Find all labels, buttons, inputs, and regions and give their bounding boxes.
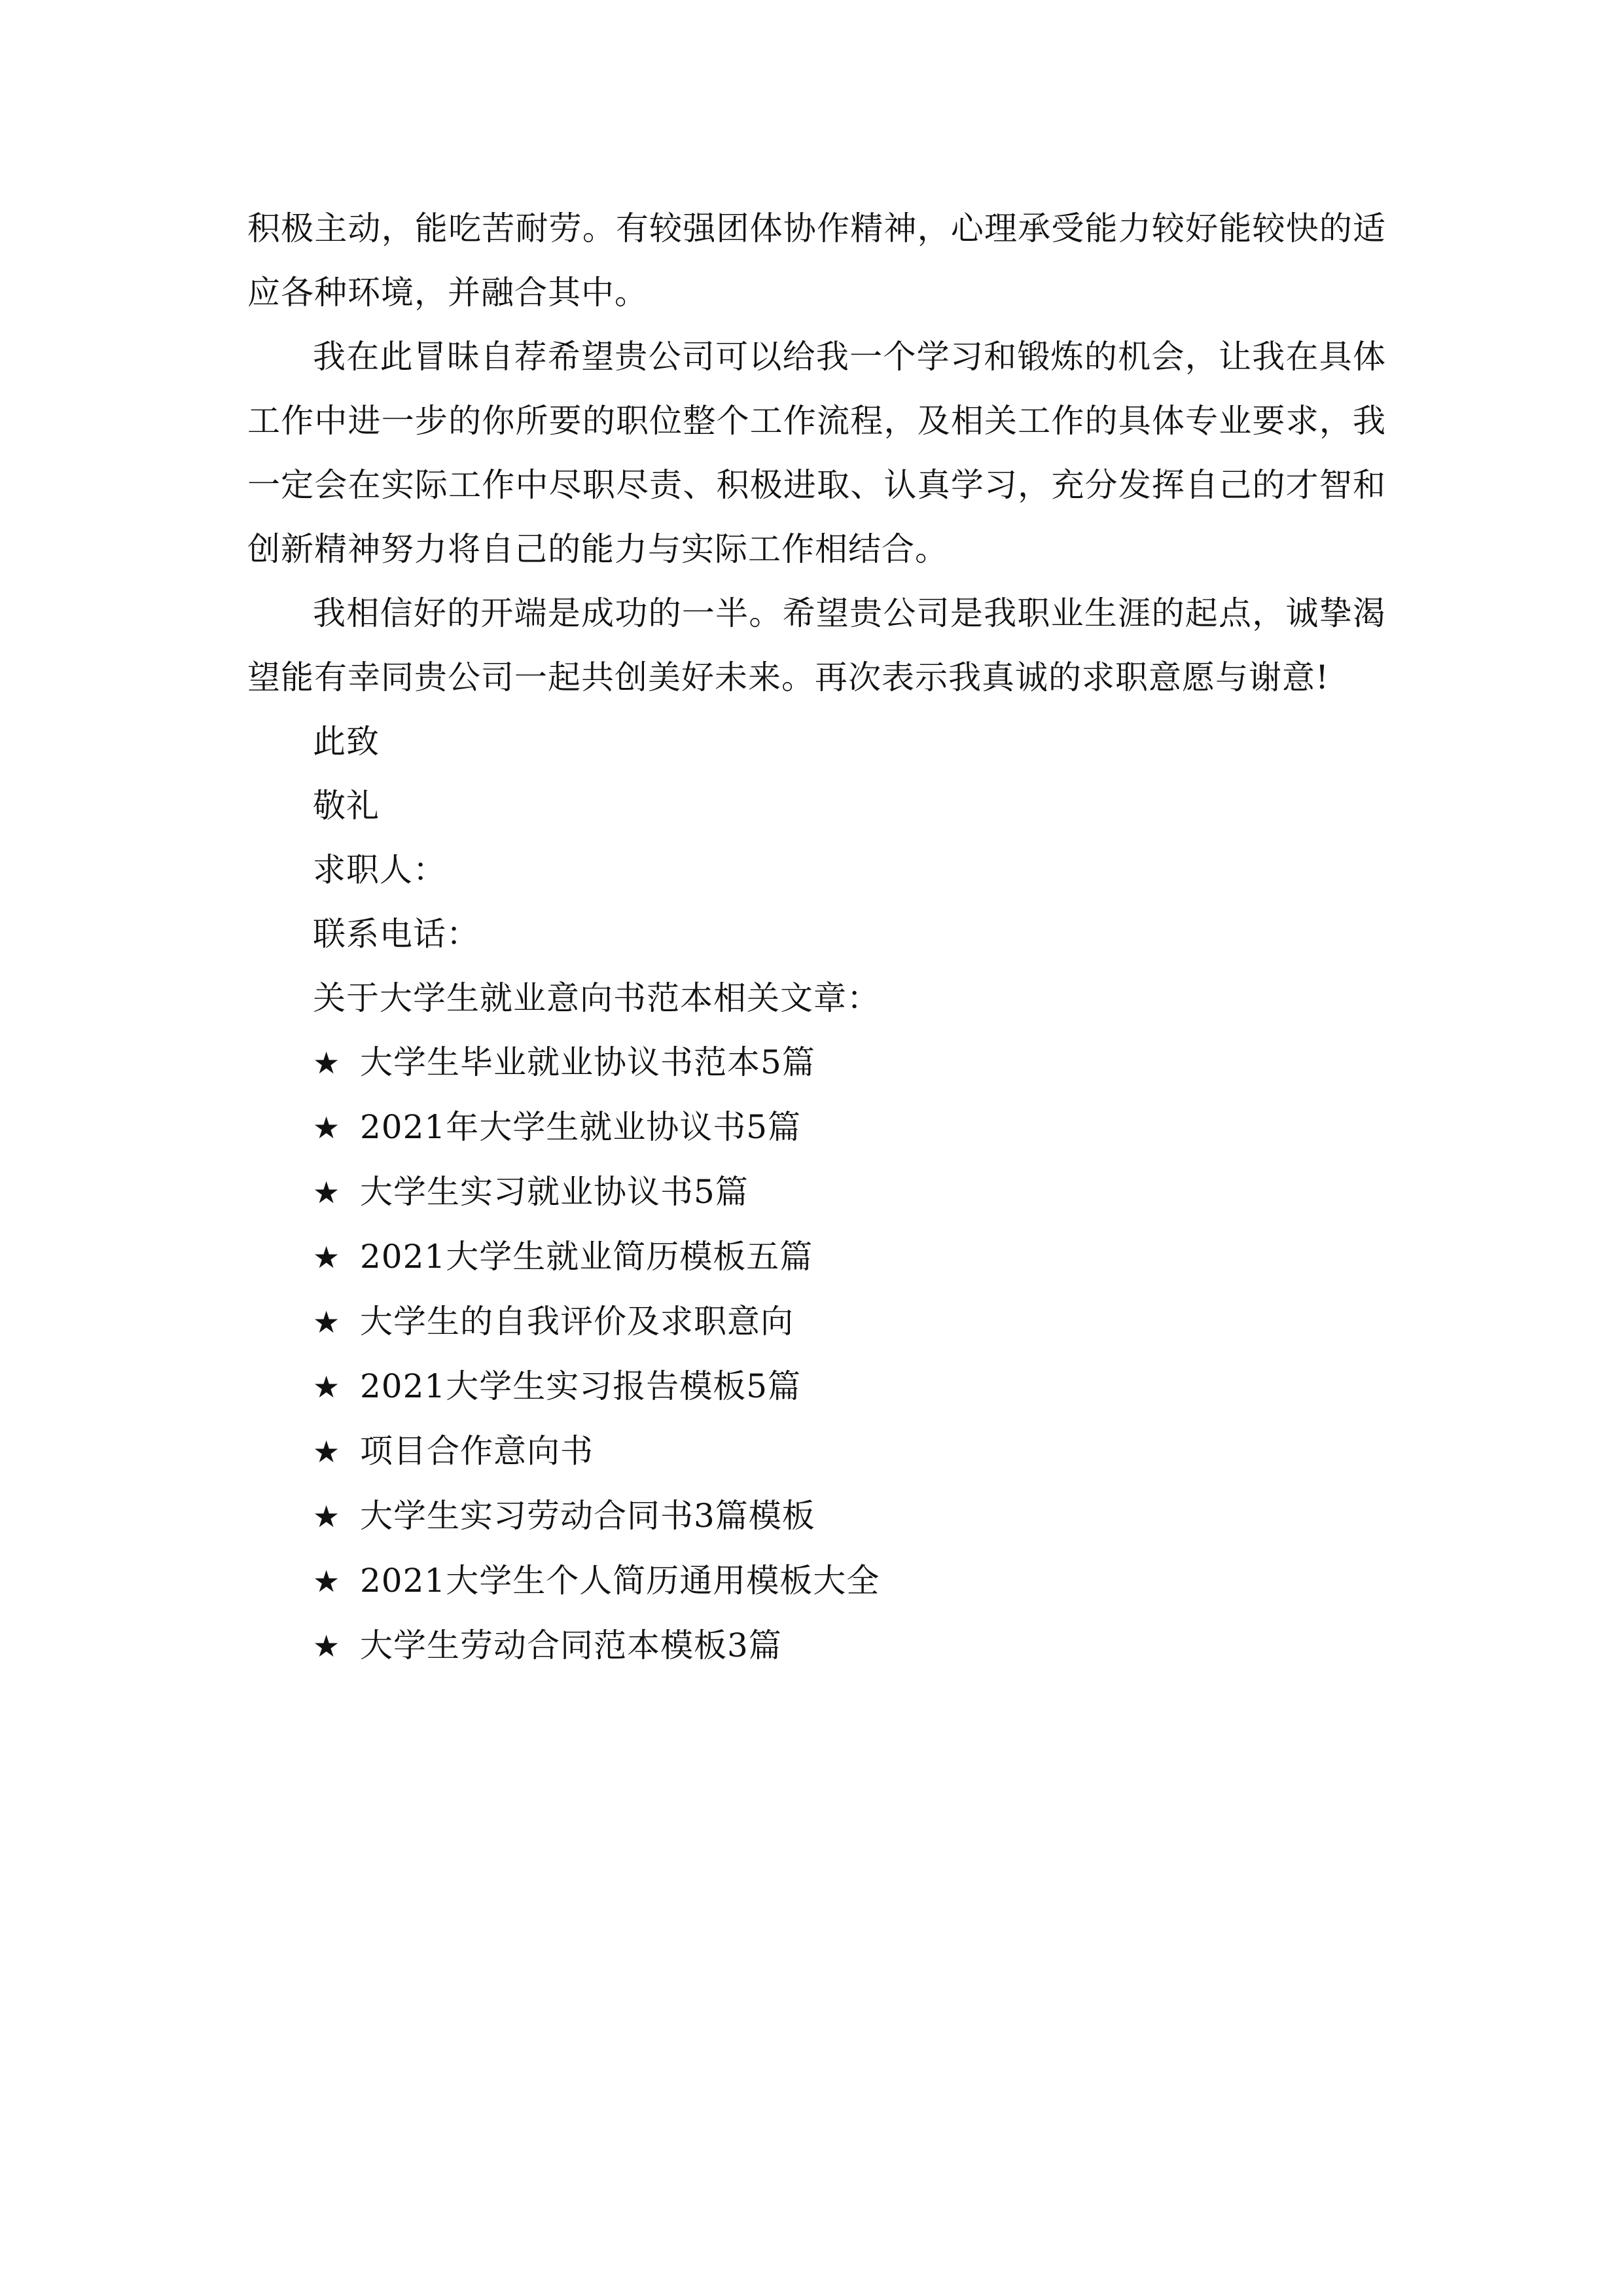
paragraph-self-recommendation: 我在此冒昧自荐希望贵公司可以给我一个学习和锻炼的机会，让我在具体工作中进一步的你所要的职位整个工作流程，及相关工作的具体专业要求，我一定会在实际工作中尽职尽责、积极进取、认真学习，充分发挥自己的才智和创新精神努力将自己的能力与实际工作相结合。 <box>247 338 1386 568</box>
related-article-title: 大学生的自我评价及求职意向 <box>360 1302 794 1340</box>
related-articles-list <box>247 1030 1386 1678</box>
star-icon: ★ <box>313 1434 341 1469</box>
related-article-title: 2021大学生个人简历通用模板大全 <box>360 1562 880 1600</box>
star-icon: ★ <box>313 1369 341 1405</box>
star-icon: ★ <box>313 1110 341 1145</box>
related-article-title: 大学生实习劳动合同书3篇模板 <box>360 1497 815 1535</box>
star-icon: ★ <box>313 1499 341 1534</box>
star-icon: ★ <box>313 1240 341 1275</box>
star-icon: ★ <box>313 1175 341 1210</box>
star-icon: ★ <box>313 1564 341 1599</box>
related-article-title: 2021年大学生就业协议书5篇 <box>360 1108 802 1146</box>
related-article-title: 2021大学生实习报告模板5篇 <box>360 1367 802 1405</box>
related-article-link[interactable] <box>247 1289 1386 1354</box>
related-article-link[interactable] <box>247 1613 1386 1678</box>
related-article-title: 2021大学生就业简历模板五篇 <box>360 1238 813 1276</box>
document-body <box>247 196 1386 1678</box>
related-articles-heading: 关于大学生就业意向书范本相关文章： <box>313 979 880 1017</box>
related-article-link[interactable] <box>247 1419 1386 1484</box>
closing-salutation: 此致 <box>313 723 380 761</box>
star-icon: ★ <box>313 1045 341 1081</box>
related-article-link[interactable] <box>247 1030 1386 1095</box>
related-article-title: 项目合作意向书 <box>360 1432 594 1470</box>
related-article-link[interactable] <box>247 1354 1386 1419</box>
related-article-title: 大学生劳动合同范本模板3篇 <box>360 1626 782 1664</box>
related-article-link[interactable] <box>247 1549 1386 1613</box>
related-article-link[interactable] <box>247 1095 1386 1160</box>
applicant-label: 求职人： <box>313 851 446 889</box>
paragraph-good-start: 我相信好的开端是成功的一半。希望贵公司是我职业生涯的起点，诚挚渴望能有幸同贵公司一起共创美好未来。再次表示我真诚的求职意愿与谢意! <box>247 594 1386 696</box>
related-article-title: 大学生毕业就业协议书范本5篇 <box>360 1043 815 1081</box>
star-icon: ★ <box>313 1304 341 1340</box>
closing-regards: 敬礼 <box>313 787 380 825</box>
related-article-title: 大学生实习就业协议书5篇 <box>360 1173 749 1211</box>
related-article-link[interactable] <box>247 1484 1386 1549</box>
related-article-link[interactable] <box>247 1225 1386 1289</box>
related-article-link[interactable] <box>247 1160 1386 1225</box>
paragraph-continuation: 积极主动，能吃苦耐劳。有较强团体协作精神，心理承受能力较好能较快的适应各种环境，并融合其中。 <box>247 209 1386 312</box>
star-icon: ★ <box>313 1628 341 1664</box>
phone-label: 联系电话： <box>313 915 480 953</box>
